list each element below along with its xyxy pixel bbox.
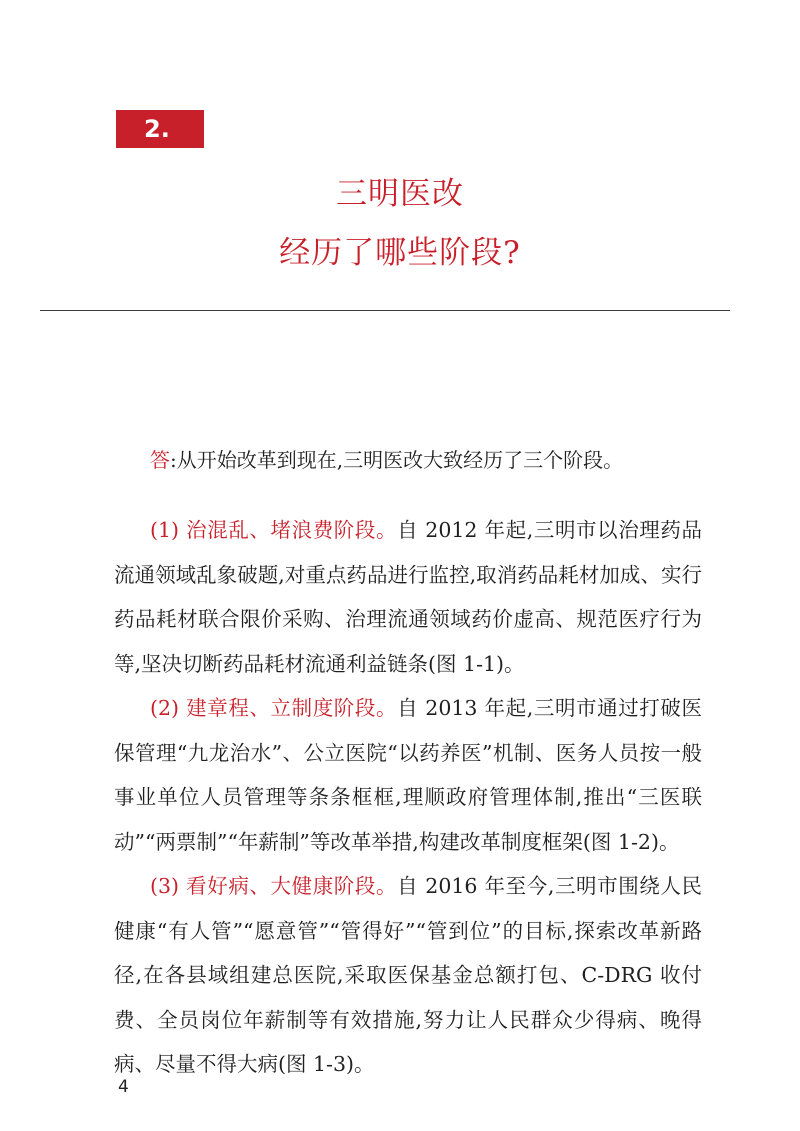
section-number: 2. (144, 115, 170, 143)
stage-heading: (1) 治混乱、堵浪费阶段。 (150, 518, 398, 542)
stage-body: 自 2012 年起,三明市以治理药品流通领域乱象破题,对重点药品进行监控,取消药品耗材加成、实行药品耗材联合限价采购、治理流通领域药价虚高、规范医疗行为等,坚决切断药品耗材流通利益链条(图 1-1)。 (114, 518, 702, 676)
answer-lead: 答 (150, 448, 170, 472)
page-number: 4 (118, 1077, 129, 1097)
stage-list (114, 508, 702, 1087)
section-number-badge (116, 110, 204, 148)
stage-heading: (3) 看好病、大健康阶段。 (150, 874, 398, 898)
stage-heading: (2) 建章程、立制度阶段。 (150, 696, 398, 720)
divider-rule (40, 310, 730, 311)
title-line-2: 经历了哪些阶段? (279, 235, 521, 271)
stage-paragraph (114, 686, 702, 864)
stage-paragraph (114, 508, 702, 686)
stage-body: 自 2013 年起,三明市通过打破医保管理“九龙治水”、公立医院“以药养医”机制、医务人员按一般事业单位人员管理等条条框框,理顺政府管理体制,推出“三医联动”“两票制”“年薪制”等改革举措,构建改革制度框架(图 1-2)。 (114, 696, 702, 854)
stage-body: 自 2016 年至今,三明市围绕人民健康“有人管”“愿意管”“管得好”“管到位”的目标,探索改革新路径,在各县域组建总医院,采取医保基金总额打包、C-DRG 收付费、全员岗位年薪制等有效措施,努力让人民群众少得病、晚得病、尽量不得大病(图 1-3)。 (114, 874, 702, 1076)
answer-text: :从开始改革到现在,三明医改大致经历了三个阶段。 (170, 448, 624, 472)
title-line-1: 三明医改 (336, 176, 464, 212)
stage-paragraph (114, 864, 702, 1087)
answer-summary (150, 444, 623, 476)
